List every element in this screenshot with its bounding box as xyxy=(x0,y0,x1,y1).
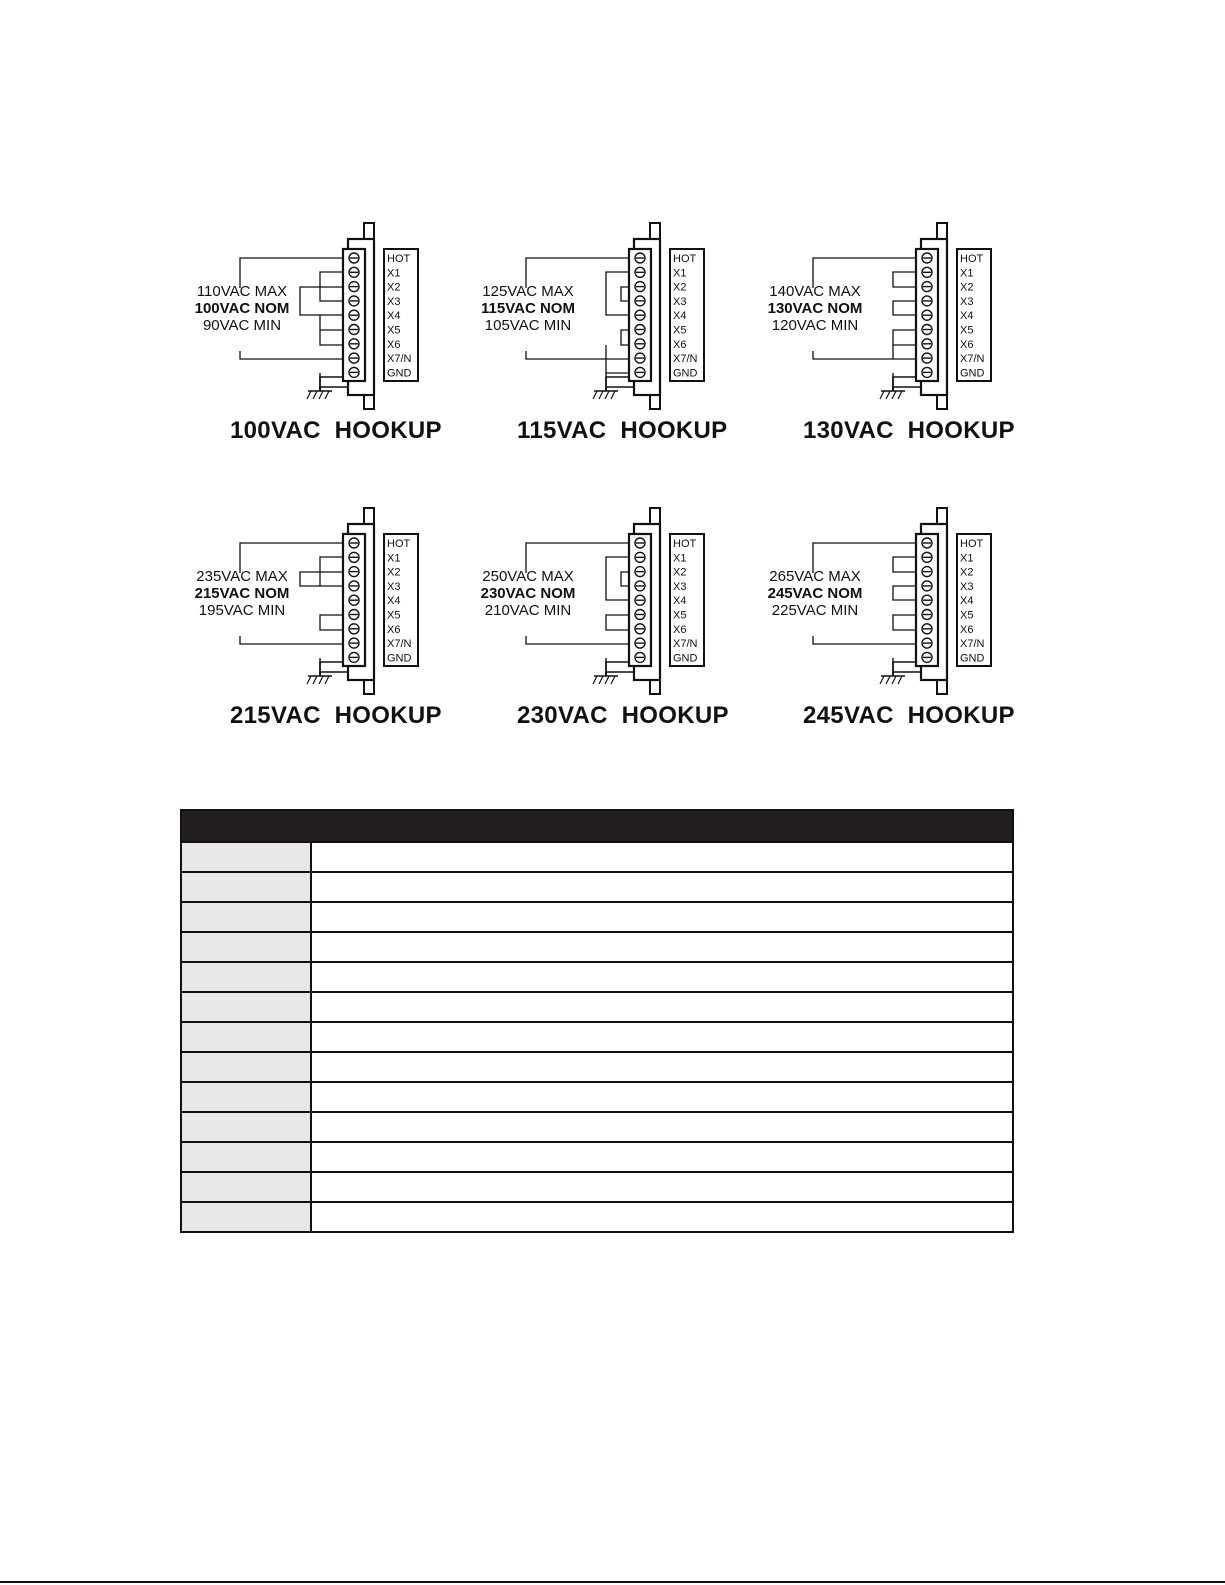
table-row xyxy=(181,1052,1013,1082)
pin-label: X4 xyxy=(673,595,687,608)
screw-terminal-icon xyxy=(922,282,932,292)
table-row xyxy=(181,872,1013,902)
voltage-labels xyxy=(172,568,312,619)
terminal-block xyxy=(629,508,704,694)
nominal-voltage-label: 100VAC NOM xyxy=(194,300,290,317)
pin-label: X3 xyxy=(960,295,974,308)
pin-label: HOT xyxy=(673,538,697,550)
pin-label: HOT xyxy=(960,253,984,265)
pin-label: GND xyxy=(673,367,698,380)
pin-label: X1 xyxy=(387,267,401,280)
screw-terminal-icon xyxy=(922,253,932,263)
table-cell-label xyxy=(181,992,311,1022)
table-row xyxy=(181,902,1013,932)
table-cell-value xyxy=(311,1022,1013,1052)
screw-terminal-icon xyxy=(922,325,932,335)
screw-terminal-icon xyxy=(922,595,932,605)
screw-terminal-icon xyxy=(635,282,645,292)
table-cell-value xyxy=(311,842,1013,872)
min-voltage-label: 90VAC MIN xyxy=(202,317,282,334)
screw-terminal-icon xyxy=(635,253,645,263)
pin-label: X7/N xyxy=(673,353,698,366)
pin-label: X3 xyxy=(673,295,687,308)
hookup-title-215vac: 215VAC HOOKUP xyxy=(230,702,442,729)
table-row xyxy=(181,1082,1013,1112)
table-cell-value xyxy=(311,962,1013,992)
screw-terminal-icon xyxy=(349,367,359,377)
table-cell-label xyxy=(181,1112,311,1142)
table-header-cell xyxy=(181,810,1013,842)
min-voltage-label: 105VAC MIN xyxy=(484,317,572,334)
screw-terminal-icon xyxy=(349,267,359,277)
table-cell-label xyxy=(181,842,311,872)
pin-label: X4 xyxy=(387,310,401,323)
pin-label: GND xyxy=(960,367,985,380)
table-row xyxy=(181,932,1013,962)
screw-terminal-icon xyxy=(922,567,932,577)
screw-terminal-icon xyxy=(349,610,359,620)
screw-terminal-icon xyxy=(635,353,645,363)
screw-terminal-icon xyxy=(349,538,359,548)
screw-terminal-icon xyxy=(635,367,645,377)
nominal-voltage-label: 215VAC NOM xyxy=(194,585,290,602)
table-cell-label xyxy=(181,1022,311,1052)
pin-label: X6 xyxy=(387,623,401,636)
pin-label: X5 xyxy=(960,609,974,622)
terminal-block xyxy=(343,508,418,694)
blank-table xyxy=(180,809,1014,1233)
screw-terminal-icon xyxy=(349,325,359,335)
pin-label: X1 xyxy=(673,552,687,565)
max-voltage-label: 235VAC MAX xyxy=(196,568,288,585)
pin-label: GND xyxy=(387,652,412,665)
table-cell-label xyxy=(181,902,311,932)
screw-terminal-icon xyxy=(635,296,645,306)
pin-label: X6 xyxy=(960,623,974,636)
screw-terminal-icon xyxy=(635,567,645,577)
table-cell-value xyxy=(311,932,1013,962)
screw-terminal-icon xyxy=(922,552,932,562)
table-row xyxy=(181,1172,1013,1202)
max-voltage-label: 125VAC MAX xyxy=(482,283,574,300)
screw-terminal-icon xyxy=(349,567,359,577)
screw-terminal-icon xyxy=(922,538,932,548)
table-cell-value xyxy=(311,1112,1013,1142)
screw-terminal-icon xyxy=(922,624,932,634)
terminal-block xyxy=(629,223,704,409)
pin-label: HOT xyxy=(960,538,984,550)
table-body xyxy=(181,842,1013,1232)
pin-label: X1 xyxy=(960,267,974,280)
pin-label: GND xyxy=(960,652,985,665)
pin-label: X7/N xyxy=(387,638,412,651)
table-row xyxy=(181,1022,1013,1052)
pin-label: X1 xyxy=(387,552,401,565)
pin-label: X4 xyxy=(960,595,974,608)
table-row xyxy=(181,962,1013,992)
hookup-title-115vac: 115VAC HOOKUP xyxy=(517,417,728,444)
max-voltage-label: 140VAC MAX xyxy=(769,283,861,300)
nominal-voltage-label: 245VAC NOM xyxy=(767,585,863,602)
table-row xyxy=(181,1142,1013,1172)
min-voltage-label: 210VAC MIN xyxy=(484,602,572,619)
pin-label: X6 xyxy=(673,338,687,351)
screw-terminal-icon xyxy=(922,339,932,349)
min-voltage-label: 120VAC MIN xyxy=(771,317,859,334)
page-bottom-rule xyxy=(0,1581,1225,1583)
pin-label: X7/N xyxy=(960,638,985,651)
screw-terminal-icon xyxy=(635,610,645,620)
screw-terminal-icon xyxy=(635,624,645,634)
screw-terminal-icon xyxy=(635,595,645,605)
pin-label: X3 xyxy=(960,580,974,593)
terminal-block xyxy=(916,223,991,409)
hookup-title-230vac: 230VAC HOOKUP xyxy=(517,702,729,729)
pin-label: HOT xyxy=(387,253,411,265)
screw-terminal-icon xyxy=(349,296,359,306)
screw-terminal-icon xyxy=(349,595,359,605)
table-cell-label xyxy=(181,932,311,962)
pin-label: X1 xyxy=(960,552,974,565)
hookup-title-100vac: 100VAC HOOKUP xyxy=(230,417,442,444)
pin-label: GND xyxy=(387,367,412,380)
terminal-block xyxy=(343,223,418,409)
screw-terminal-icon xyxy=(635,552,645,562)
max-voltage-label: 110VAC MAX xyxy=(196,283,288,300)
screw-terminal-icon xyxy=(922,610,932,620)
screw-terminal-icon xyxy=(635,538,645,548)
pin-label: X5 xyxy=(387,324,401,337)
pin-label: X7/N xyxy=(387,353,412,366)
pin-label: X5 xyxy=(960,324,974,337)
table-cell-label xyxy=(181,1202,311,1232)
nominal-voltage-label: 115VAC NOM xyxy=(481,300,575,317)
table-row xyxy=(181,1112,1013,1142)
terminal-block xyxy=(916,508,991,694)
pin-label: X2 xyxy=(673,566,687,579)
table-cell-value xyxy=(311,1142,1013,1172)
screw-terminal-icon xyxy=(635,310,645,320)
table-cell-label xyxy=(181,1052,311,1082)
table-cell-value xyxy=(311,992,1013,1022)
voltage-labels xyxy=(458,283,598,334)
pin-label: X1 xyxy=(673,267,687,280)
screw-terminal-icon xyxy=(635,652,645,662)
screw-terminal-icon xyxy=(635,581,645,591)
max-voltage-label: 250VAC MAX xyxy=(482,568,574,585)
screw-terminal-icon xyxy=(922,267,932,277)
pin-label: X7/N xyxy=(960,353,985,366)
pin-label: GND xyxy=(673,652,698,665)
pin-label: X6 xyxy=(673,623,687,636)
min-voltage-label: 195VAC MIN xyxy=(198,602,286,619)
table-cell-value xyxy=(311,1082,1013,1112)
screw-terminal-icon xyxy=(635,339,645,349)
pin-label: X6 xyxy=(387,338,401,351)
table-cell-label xyxy=(181,1172,311,1202)
table-cell-label xyxy=(181,1142,311,1172)
max-voltage-label: 265VAC MAX xyxy=(769,568,861,585)
table-row xyxy=(181,1202,1013,1232)
voltage-labels xyxy=(745,283,885,334)
screw-terminal-icon xyxy=(349,552,359,562)
screw-terminal-icon xyxy=(922,310,932,320)
table-cell-label xyxy=(181,872,311,902)
screw-terminal-icon xyxy=(635,267,645,277)
table-cell-label xyxy=(181,962,311,992)
screw-terminal-icon xyxy=(349,652,359,662)
pin-label: X4 xyxy=(673,310,687,323)
table-cell-label xyxy=(181,1082,311,1112)
pin-label: X2 xyxy=(960,566,974,579)
min-voltage-label: 225VAC MIN xyxy=(771,602,859,619)
pin-label: X4 xyxy=(387,595,401,608)
table-cell-value xyxy=(311,872,1013,902)
voltage-labels xyxy=(172,283,312,334)
screw-terminal-icon xyxy=(922,367,932,377)
screw-terminal-icon xyxy=(349,253,359,263)
screw-terminal-icon xyxy=(922,638,932,648)
pin-label: X3 xyxy=(673,580,687,593)
hookup-title-130vac: 130VAC HOOKUP xyxy=(803,417,1015,444)
pin-label: X5 xyxy=(387,609,401,622)
screw-terminal-icon xyxy=(635,638,645,648)
table-row xyxy=(181,842,1013,872)
nominal-voltage-label: 130VAC NOM xyxy=(767,300,863,317)
pin-label: X2 xyxy=(387,566,401,579)
pin-label: X6 xyxy=(960,338,974,351)
pin-label: HOT xyxy=(387,538,411,550)
table-cell-value xyxy=(311,1172,1013,1202)
screw-terminal-icon xyxy=(349,581,359,591)
pin-label: X2 xyxy=(673,281,687,294)
pin-label: X4 xyxy=(960,310,974,323)
screw-terminal-icon xyxy=(922,581,932,591)
table-header-row xyxy=(181,810,1013,842)
pin-label: X7/N xyxy=(673,638,698,651)
screw-terminal-icon xyxy=(922,652,932,662)
table-cell-value xyxy=(311,1202,1013,1232)
screw-terminal-icon xyxy=(635,325,645,335)
pin-label: X5 xyxy=(673,609,687,622)
screw-terminal-icon xyxy=(922,296,932,306)
screw-terminal-icon xyxy=(922,353,932,363)
voltage-labels xyxy=(745,568,885,619)
pin-label: X3 xyxy=(387,295,401,308)
screw-terminal-icon xyxy=(349,353,359,363)
nominal-voltage-label: 230VAC NOM xyxy=(480,585,576,602)
pin-label: X5 xyxy=(673,324,687,337)
table-cell-value xyxy=(311,902,1013,932)
pin-label: X3 xyxy=(387,580,401,593)
pin-label: HOT xyxy=(673,253,697,265)
screw-terminal-icon xyxy=(349,339,359,349)
screw-terminal-icon xyxy=(349,310,359,320)
table-cell-value xyxy=(311,1052,1013,1082)
pin-label: X2 xyxy=(960,281,974,294)
screw-terminal-icon xyxy=(349,282,359,292)
screw-terminal-icon xyxy=(349,638,359,648)
table-row xyxy=(181,992,1013,1022)
screw-terminal-icon xyxy=(349,624,359,634)
pin-label: X2 xyxy=(387,281,401,294)
hookup-title-245vac: 245VAC HOOKUP xyxy=(803,702,1015,729)
voltage-labels xyxy=(458,568,598,619)
